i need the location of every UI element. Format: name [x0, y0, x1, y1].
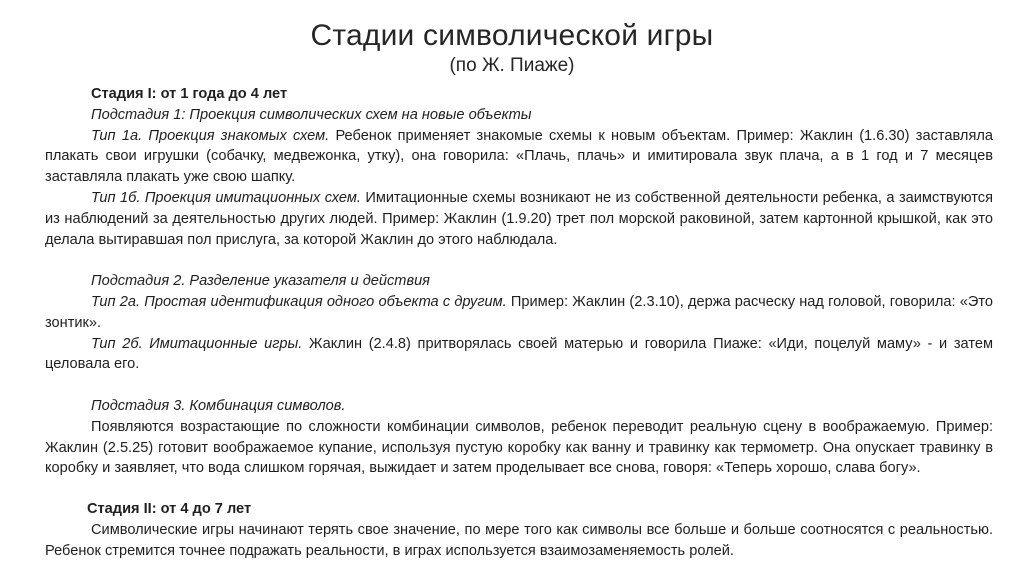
slide-title: Стадии символической игры [310, 19, 714, 52]
type2b-text: Жаклин (2.4.8) притворялась своей матерью и говорила Пиаже: «Иди, поцелуй маму» - и затем целовала его. [45, 335, 993, 373]
spacer [45, 479, 993, 495]
stage1-heading: Стадия I: от 1 года до 4 лет [91, 86, 288, 102]
slide-subtitle: (по Ж. Пиаже) [449, 55, 575, 76]
type1a-text: Ребенок применяет знакомые схемы к новым объектам. Пример: Жаклин (1.6.30) заставляла плакать свои игрушки (собачку, медвежонка, утку), она говорила: «Плачь, плачь» и имитировала звук плача, а в 1 год и 7 месяцев заставляла плакать уже свою шапку. [45, 127, 993, 186]
spacer [45, 375, 993, 396]
type2a-paragraph [45, 292, 993, 334]
substage2-heading: Подстадия 2. Разделение указателя и действия [91, 273, 430, 290]
type1a-paragraph [45, 126, 993, 188]
stage2-heading: Стадия II: от 4 до 7 лет [87, 501, 252, 518]
substage1-heading: Подстадия 1: Проекция символических схем на новые объекты [91, 106, 532, 123]
slide-content [45, 84, 993, 562]
substage3-heading: Подстадия 3. Комбинация символов. [91, 397, 346, 414]
type2b-label: Тип 2б. Имитационные игры. [91, 335, 303, 352]
type1a-label: Тип 1а. Проекция знакомых схем. [91, 127, 330, 144]
type2b-paragraph [45, 334, 993, 376]
type1b-text: Имитационные схемы возникают не из собственной деятельности ребенка, а заимствуются из наблюдений за деятельностью других людей. Пример: Жаклин (1.9.20) трет пол морской раковиной, затем картонной крышкой, как это делала вытиравшая пол прислуга, за которой Жаклин до этого наблюдала. [45, 189, 993, 248]
substage3-paragraph: Появляются возрастающие по сложности комбинации символов, ребенок переводит реальную сцену в воображаемую. Пример: Жаклин (2.5.25) готовит воображаемое купание, используя пустую коробку как ванну и травинку как термометр. Она опускает травинку в коробку и заявляет, что вода слишком горячая, выжидает и затем проделывает все снова, говоря: «Теперь хорошо, слава богу». [45, 418, 993, 477]
type2a-label: Тип 2а. Простая идентификация одного объекта с другим. [91, 293, 507, 310]
type1b-label: Тип 1б. Проекция имитационных схем. [91, 189, 361, 206]
type2a-text: Пример: Жаклин (2.3.10), держа расческу над головой, говорила: «Это зонтик». [45, 293, 993, 331]
stage2-paragraph: Символические игры начинают терять свое значение, по мере того как символы все больше и больше соотносятся с реальностью. Ребенок стремится точнее подражать реальности, в играх используется взаимозаменяемость ролей. [45, 521, 993, 559]
spacer [45, 250, 993, 271]
type1b-paragraph [45, 188, 993, 250]
